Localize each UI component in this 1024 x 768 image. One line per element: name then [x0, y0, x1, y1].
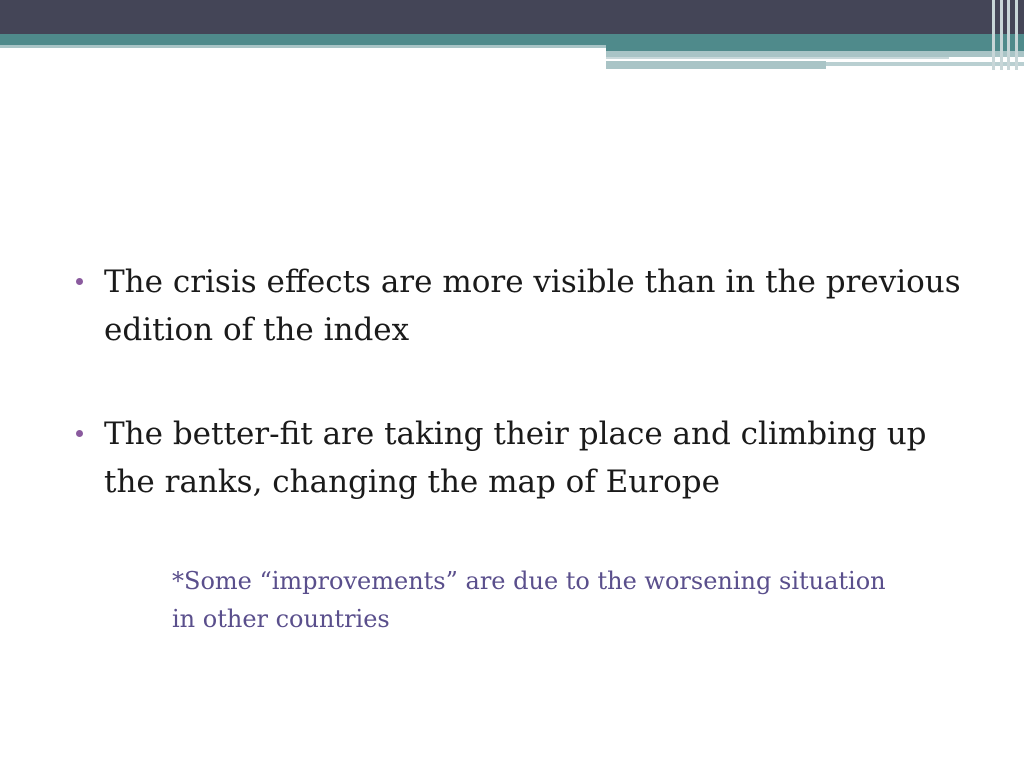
header-band-dark	[0, 0, 1024, 34]
bullet-text: The crisis effects are more visible than in the previous edition of the index	[104, 264, 961, 348]
header-thin-line	[606, 57, 949, 59]
bullet-item	[76, 258, 976, 354]
bullet-list	[76, 258, 976, 562]
vertical-stripe	[1015, 0, 1018, 70]
vertical-stripe	[1000, 0, 1003, 70]
header-band-light	[0, 45, 606, 48]
vertical-stripe	[992, 0, 995, 70]
header-vertical-stripes	[992, 0, 1018, 70]
bullet-text: The better-fit are taking their place and climbing up the ranks, changing the map of Europe	[104, 416, 927, 500]
header-accent-line	[606, 61, 826, 69]
header-band-teal-extension	[606, 34, 1024, 51]
bullet-marker-icon	[76, 278, 83, 285]
footnote: *Some “improvements” are due to the worsening situation in other countries	[172, 567, 886, 633]
vertical-stripe	[1007, 0, 1010, 70]
bullet-item	[76, 410, 976, 506]
bullet-marker-icon	[76, 430, 83, 437]
